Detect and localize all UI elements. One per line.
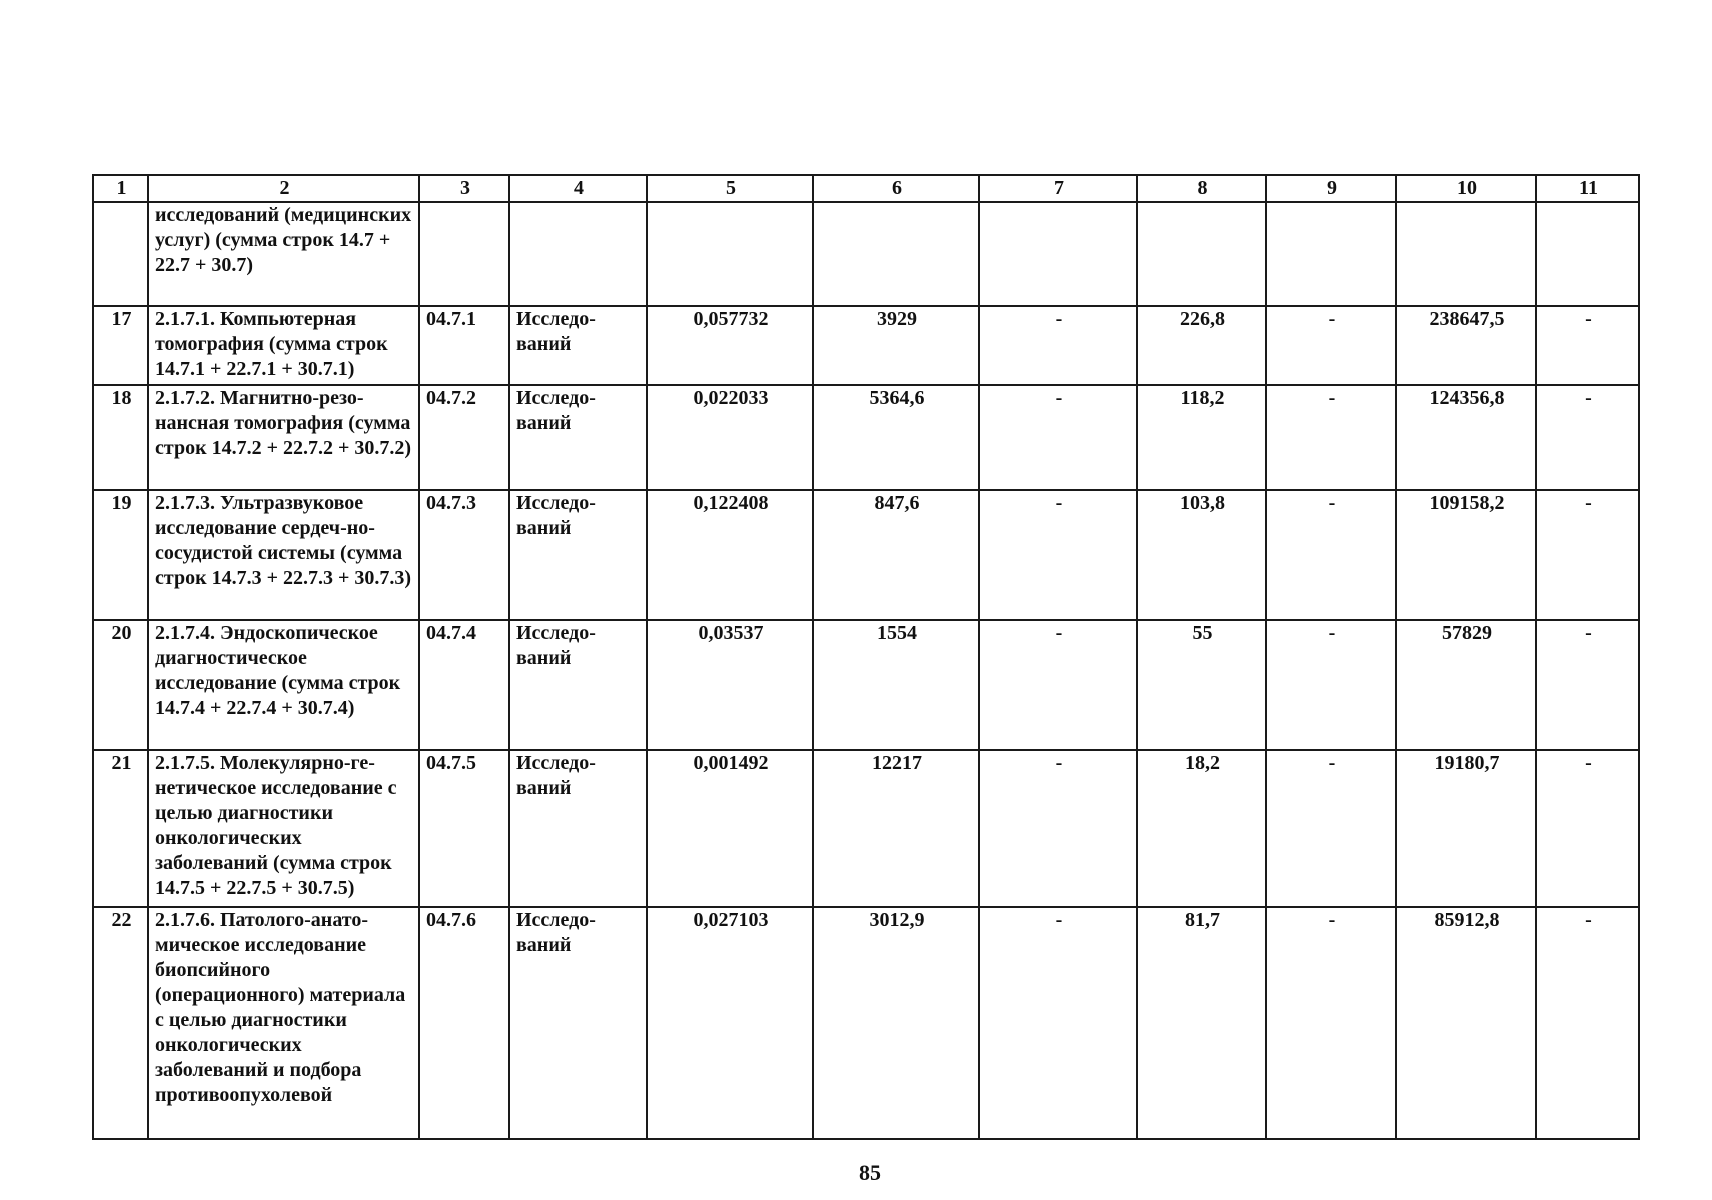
table-row xyxy=(93,490,1639,620)
table-row xyxy=(93,750,1639,907)
row-col11: - xyxy=(1536,306,1639,385)
row-unit: Исследо-ваний xyxy=(509,907,647,1139)
row-col8: 118,2 xyxy=(1137,385,1266,490)
row-number: 18 xyxy=(93,385,148,490)
row-col10 xyxy=(1396,202,1536,306)
row-col10: 124356,8 xyxy=(1396,385,1536,490)
row-col10: 85912,8 xyxy=(1396,907,1536,1139)
row-col7: - xyxy=(979,907,1137,1139)
row-col11: - xyxy=(1536,620,1639,750)
row-code: 04.7.4 xyxy=(419,620,509,750)
row-col9: - xyxy=(1266,620,1396,750)
row-col9: - xyxy=(1266,385,1396,490)
row-description: 2.1.7.5. Молекулярно-ге-нетическое исследование с целью диагностики онкологических заболеваний (сумма строк 14.7.5 + 22.7.5 + 30.7.5) xyxy=(148,750,419,907)
row-col11: - xyxy=(1536,385,1639,490)
header-cell: 9 xyxy=(1266,175,1396,202)
row-code: 04.7.6 xyxy=(419,907,509,1139)
row-number xyxy=(93,202,148,306)
row-col11: - xyxy=(1536,907,1639,1139)
header-cell: 6 xyxy=(813,175,979,202)
data-table xyxy=(92,174,1640,1140)
row-col7: - xyxy=(979,490,1137,620)
row-col5: 0,03537 xyxy=(647,620,813,750)
row-col8: 18,2 xyxy=(1137,750,1266,907)
row-col9: - xyxy=(1266,907,1396,1139)
header-cell: 3 xyxy=(419,175,509,202)
row-description: исследований (медицинских услуг) (сумма строк 14.7 + 22.7 + 30.7) xyxy=(148,202,419,306)
header-cell: 11 xyxy=(1536,175,1639,202)
row-code xyxy=(419,202,509,306)
row-col6: 12217 xyxy=(813,750,979,907)
page-number: 85 xyxy=(859,1160,881,1185)
header-cell: 1 xyxy=(93,175,148,202)
header-cell: 7 xyxy=(979,175,1137,202)
row-col9: - xyxy=(1266,750,1396,907)
row-number: 17 xyxy=(93,306,148,385)
header-cell: 8 xyxy=(1137,175,1266,202)
header-cell: 2 xyxy=(148,175,419,202)
row-description: 2.1.7.1. Компьютерная томография (сумма строк 14.7.1 + 22.7.1 + 30.7.1) xyxy=(148,306,419,385)
row-col9: - xyxy=(1266,306,1396,385)
row-col10: 57829 xyxy=(1396,620,1536,750)
header-row xyxy=(93,175,1639,202)
row-col8 xyxy=(1137,202,1266,306)
row-number: 19 xyxy=(93,490,148,620)
header-cell: 4 xyxy=(509,175,647,202)
row-unit: Исследо-ваний xyxy=(509,750,647,907)
row-col5: 0,122408 xyxy=(647,490,813,620)
row-unit: Исследо-ваний xyxy=(509,620,647,750)
row-col8: 55 xyxy=(1137,620,1266,750)
table-row xyxy=(93,620,1639,750)
row-col6 xyxy=(813,202,979,306)
row-unit: Исследо-ваний xyxy=(509,306,647,385)
row-unit: Исследо-ваний xyxy=(509,385,647,490)
row-col9 xyxy=(1266,202,1396,306)
row-col5: 0,001492 xyxy=(647,750,813,907)
row-col7: - xyxy=(979,750,1137,907)
row-number: 22 xyxy=(93,907,148,1139)
row-col10: 238647,5 xyxy=(1396,306,1536,385)
header-cell: 5 xyxy=(647,175,813,202)
row-description: 2.1.7.2. Магнитно-резо-нансная томография (сумма строк 14.7.2 + 22.7.2 + 30.7.2) xyxy=(148,385,419,490)
row-col9: - xyxy=(1266,490,1396,620)
header-cell: 10 xyxy=(1396,175,1536,202)
row-col6: 3012,9 xyxy=(813,907,979,1139)
row-description: 2.1.7.3. Ультразвуковое исследование сердеч-но-сосудистой системы (сумма строк 14.7.3 + 22.7.3 + 30.7.3) xyxy=(148,490,419,620)
row-col8: 103,8 xyxy=(1137,490,1266,620)
row-number: 20 xyxy=(93,620,148,750)
row-col7: - xyxy=(979,306,1137,385)
row-unit xyxy=(509,202,647,306)
row-number: 21 xyxy=(93,750,148,907)
row-col5: 0,022033 xyxy=(647,385,813,490)
row-col5: 0,057732 xyxy=(647,306,813,385)
row-col6: 3929 xyxy=(813,306,979,385)
row-col5 xyxy=(647,202,813,306)
row-col7 xyxy=(979,202,1137,306)
table-row xyxy=(93,306,1639,385)
row-col6: 847,6 xyxy=(813,490,979,620)
row-col8: 226,8 xyxy=(1137,306,1266,385)
row-col10: 109158,2 xyxy=(1396,490,1536,620)
table-row-continuation xyxy=(93,202,1639,306)
row-code: 04.7.5 xyxy=(419,750,509,907)
row-description: 2.1.7.4. Эндоскопическое диагностическое исследование (сумма строк 14.7.4 + 22.7.4 + 30.7.4) xyxy=(148,620,419,750)
row-col5: 0,027103 xyxy=(647,907,813,1139)
row-col11: - xyxy=(1536,750,1639,907)
row-col6: 5364,6 xyxy=(813,385,979,490)
table-row xyxy=(93,385,1639,490)
row-description: 2.1.7.6. Патолого-анато-мическое исследование биопсийного (операционного) материала с целью диагностики онкологических заболеваний и подбора противоопухолевой xyxy=(148,907,419,1139)
row-code: 04.7.2 xyxy=(419,385,509,490)
row-col7: - xyxy=(979,385,1137,490)
row-col11: - xyxy=(1536,490,1639,620)
row-code: 04.7.1 xyxy=(419,306,509,385)
row-col8: 81,7 xyxy=(1137,907,1266,1139)
row-col11 xyxy=(1536,202,1639,306)
table-row xyxy=(93,907,1639,1139)
row-unit: Исследо-ваний xyxy=(509,490,647,620)
row-col7: - xyxy=(979,620,1137,750)
row-col10: 19180,7 xyxy=(1396,750,1536,907)
row-code: 04.7.3 xyxy=(419,490,509,620)
row-col6: 1554 xyxy=(813,620,979,750)
